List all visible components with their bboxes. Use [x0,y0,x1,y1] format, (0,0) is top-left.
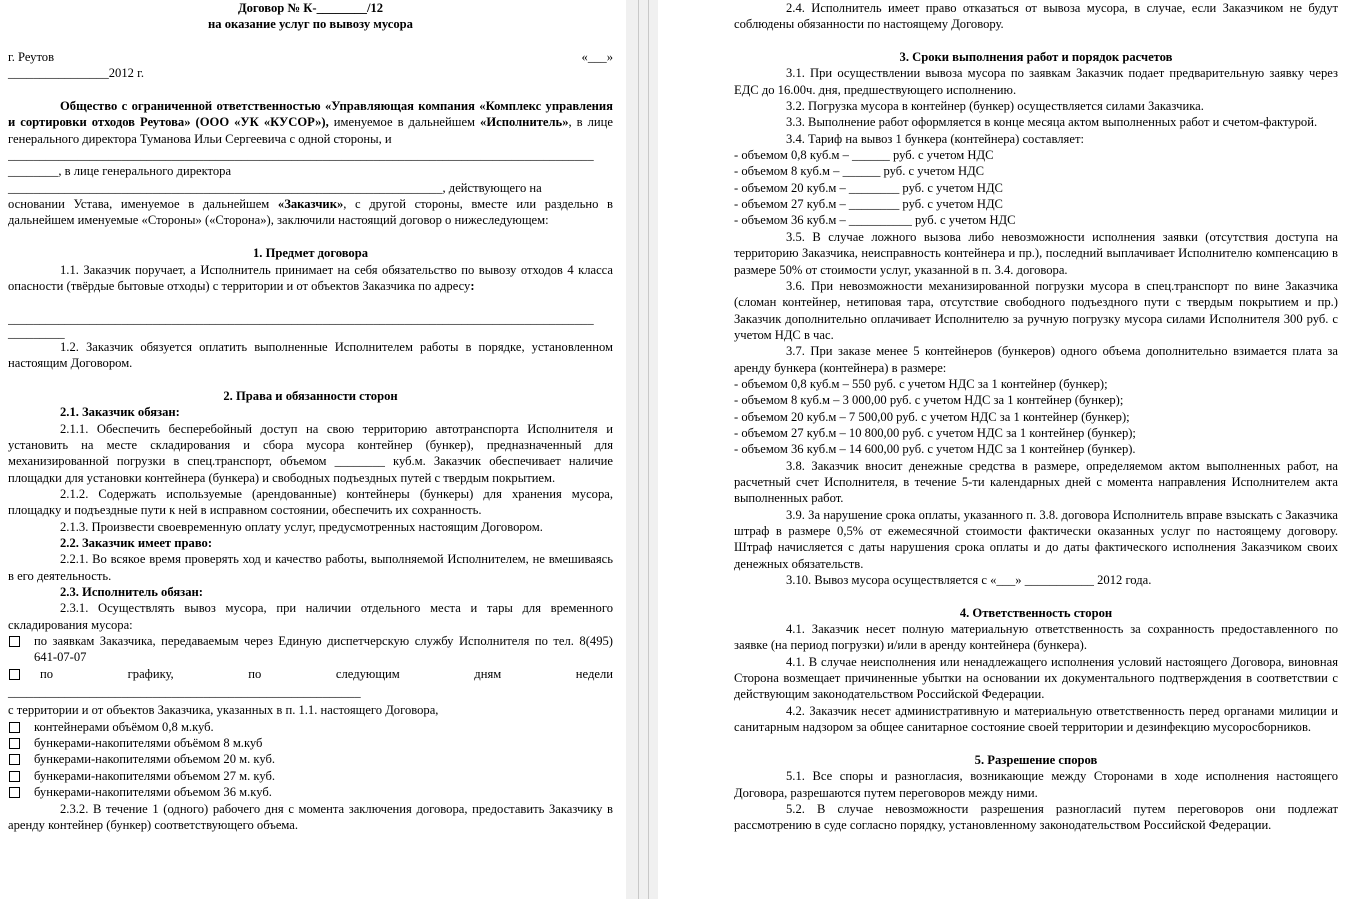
clause-2-1-2: 2.1.2. Содержать используемые (арендованные) контейнеры (бункеры) для хранения мусора, площадку и подъездные пути к ней в исправном состоянии, обеспечить их сохранность. [8,486,613,518]
option-schedule-label: по графику, по следующим дням недели [40,666,613,681]
checkbox-icon[interactable] [9,771,20,782]
page-edge [638,0,639,899]
page-gutter [626,0,658,899]
clause-2-1-1: 2.1.1. Обеспечить бесперебойный доступ на свою территорию автотранспорта Исполнителя и установить на месте складирования и сбора мусора контейнер (бункер), предназначенный для механизированной погрузки в спец.транспорт, объемом ________ куб.м. Заказчик обеспечивает наличие площадки для установки контейнера (бункера) и свободных подъездных путей с твердым покрытием. [8,421,613,485]
section-3-title: 3. Сроки выполнения работ и порядок расчетов [899,50,1173,65]
director-line: ________, в лице генерального директора [8,164,232,179]
clause-2-2-1: 2.2.1. Во всякое время проверять ход и качество работы, выполняемой Исполнителем, не вмешиваясь в его деятельность. [8,552,613,583]
clause-3-7: 3.7. При заказе менее 5 контейнеров (бункеров) одного объема дополнительно взимается плата за аренду бункера (контейнера) в размере: [734,344,1338,375]
clause-2-2-title: 2.2. Заказчик имеет право: [60,536,213,550]
blank-line: _____________________________________________________________________________________________ [8,148,594,163]
basis-text-1: основании Устава, именуемое в дальнейшем [8,197,278,212]
clause-5-1: 5.1. Все споры и разногласия, возникающие между Сторонами в ходе исполнения настоящего Договора, разрешаются путем переговоров между ними. [734,769,1338,800]
basis-line: _____________________________________________________________________, действующего на [8,180,542,195]
section-2-title: 2. Права и обязанности сторон [223,388,398,403]
clause-4-2: 4.2. Заказчик несет административную и материальную ответственность перед органами милиции и санитарным надзором за общее санитарное состояние своей территории и дезинфекцию мусоросборников. [734,703,1338,735]
rent-0-8: - объемом 0,8 куб.м – 550 руб. с учетом НДС за 1 контейнер (бункер); [734,376,1108,391]
checkbox-icon[interactable] [9,669,20,680]
city: г. Реутов [8,50,55,65]
container-8-label: бункерами-накопителями объёмом 8 м.куб [34,736,263,751]
clause-1-1-colon: : [470,278,475,293]
section-5-title: 5. Разрешение споров [974,752,1098,767]
clause-2-3-title: 2.3. Исполнитель обязан: [60,585,203,600]
basis-text-2: , с другой стороны, вместе или раздельно в дальнейшем именуемые «Стороны» («Сторона»), заключили настоящий договор о нижеследующем: [8,197,613,228]
checkbox-icon[interactable] [9,636,20,647]
document-page-left [0,0,626,899]
clause-3-3: 3.3. Выполнение работ оформляется в конце месяца актом выполненных работ и счетом-фактурой. [786,115,1318,130]
clause-3-1: 3.1. При осуществлении вывоза мусора по заявкам Заказчик подает предварительную заявку через ЕДС до 16.00ч. дня, предшествующего исполнению. [734,66,1338,97]
container-20[interactable] [8,751,613,767]
container-0-8-label: контейнерами объёмом 0,8 м.куб. [34,719,214,734]
clause-3-10: 3.10. Вывоз мусора осуществляется с «___» ___________ 2012 года. [786,573,1152,588]
clause-4-1-b: 4.1. В случае неисполнения или ненадлежащего исполнения условий настоящего Договора, виновная Сторона возмещает причиненные убытки на основании их документального подтверждения в соответствии с действующим законодательством Российской Федерации. [734,654,1338,702]
section-1-title: 1. Предмет договора [252,246,369,261]
tariff-36: - объемом 36 куб.м – __________ руб. с учетом НДС [734,213,1016,228]
clause-1-1-text: 1.1. Заказчик поручает, а Исполнитель принимает на себя обязательство по вывозу отходов 4 класса опасности (твёрдые бытовые отходы) с территории и от объектов Заказчика по адресу [8,262,613,293]
page-edge [648,0,649,899]
clause-2-3-1: 2.3.1. Осуществлять вывоз мусора, при наличии отдельного места и тары для временного складирования мусора: [8,601,613,632]
clause-5-2: 5.2. В случае невозможности разрешения разногласий путем переговоров они подлежат рассмотрению в суде согласно порядку, установленному законодательством Российской Федерации. [734,801,1338,833]
address-line: _____________________________________________________________________________________________ [8,311,594,326]
clause-3-6: 3.6. При невозможности механизированной погрузки мусора в спец.транспорт по вине Заказчика (сломан контейнер, нетиповая тара, отсутствие свободного подъездного пути с твердым покрытием и пр.) Заказчик дополнительно оплачивает Исполнителю за ручную погрузку мусора силами Исполнителя 300 руб. с учетом НДС в час. [734,278,1338,342]
clause-4-1-a: 4.1. Заказчик несет полную материальную ответственность за сохранность предоставленного по заявке (на период погрузки) и/или в аренду контейнера (бункера). [734,622,1338,653]
container-27[interactable] [8,768,613,784]
clause-2-4: 2.4. Исполнитель имеет право отказаться от вывоза мусора, в случае, если Заказчиком не будут соблюдены обязанности по настоящему Договору. [734,1,1338,32]
preamble-text: именуемое в дальнейшем [328,115,481,130]
container-36[interactable] [8,784,613,800]
clause-2-3-2: 2.3.2. В течение 1 (одного) рабочего дня с момента заключения договора, предоставить Заказчику в аренду контейнер (бункер) соответствующего объема. [8,801,613,832]
clause-3-9: 3.9. За нарушение срока оплаты, указанного п. 3.8. договора Исполнитель вправе взыскать с Заказчика штраф в размере 0,5% от ежемесячной стоимости фактически оказанных услуг по настоящему договору. Штраф начисляется с даты нарушения срока оплаты и до даты фактического исполнения Заказчиком своих денежных обязательств. [734,507,1338,571]
checkbox-icon[interactable] [9,754,20,765]
option-requests[interactable] [8,633,613,666]
checkbox-icon[interactable] [9,738,20,749]
rent-36: - объемом 36 куб.м – 14 600,00 руб. с учетом НДС за 1 контейнер (бункер). [734,442,1136,457]
executor-term: «Исполнитель» [480,115,569,130]
preamble-director: , в лице генерального директора Туманова Ильи Сергеевича с одной стороны, и [8,115,613,146]
clause-3-4: 3.4. Тариф на вывоз 1 бункера (контейнера) составляет: [786,131,1084,146]
checkbox-icon[interactable] [9,722,20,733]
contract-subtitle: на оказание услуг по вывозу мусора [208,17,413,32]
checkbox-icon[interactable] [9,787,20,798]
city-date-row [8,49,613,65]
document-page-right [658,0,1349,899]
rent-20: - объемом 20 куб.м – 7 500,00 руб. с учетом НДС за 1 контейнер (бункер); [734,409,1130,424]
territory-text: с территории и от объектов Заказчика, указанных в п. 1.1. настоящего Договора, [8,703,439,718]
clause-3-8: 3.8. Заказчик вносит денежные средства в размере, определяемом актом выполненных работ, на расчетный счет Исполнителя, в течение 5-ти календарных дней с момента направления Исполнителем акта выполненных работ. [734,458,1338,506]
schedule-line: ________________________________________________________ [8,685,361,700]
rent-8: - объемом 8 куб.м – 3 000,00 руб. с учетом НДС за 1 контейнер (бункер); [734,393,1124,408]
company-name: Общество с ограниченной ответственностью «Управляющая компания «Комплекс управления и сортировки отходов Реутова» (ООО «УК «КУСОР»), [8,99,613,130]
clause-3-5: 3.5. В случае ложного вызова либо невозможности исполнения заявки (отсутствия доступа на территорию Заказчика, неисправность контейнера и пр.), последний выплачивает Исполнителю компенсацию в размере 50% от стоимости услуг, указанной в п. 3.4. договора. [734,229,1338,277]
container-0-8[interactable] [8,719,613,735]
basis-text [8,196,613,229]
container-20-label: бункерами-накопителями объемом 20 м. куб. [34,752,276,767]
section-4-title: 4. Ответственность сторон [959,605,1113,620]
clause-1-1 [8,262,613,295]
contract-title: Договор № К-________/12 [237,1,384,15]
tariff-0-8: - объемом 0,8 куб.м – ______ руб. с учетом НДС [734,148,994,163]
tariff-8: - объемом 8 куб.м – ______ руб. с учетом НДС [734,164,985,179]
tariff-20: - объемом 20 куб.м – ________ руб. с учетом НДС [734,180,1003,195]
clause-3-2: 3.2. Погрузка мусора в контейнер (бункер) осуществляется силами Заказчика. [786,99,1204,114]
clause-2-1-title: 2.1. Заказчик обязан: [60,405,180,420]
option-schedule[interactable] [8,666,613,682]
rent-27: - объемом 27 куб.м – 10 800,00 руб. с учетом НДС за 1 контейнер (бункер); [734,425,1136,440]
container-8[interactable] [8,735,613,751]
clause-2-1-3: 2.1.3. Произвести своевременную оплату услуг, предусмотренных настоящим Договором. [60,519,543,534]
customer-term: «Заказчик» [277,197,344,212]
clause-1-2: 1.2. Заказчик обязуется оплатить выполненные Исполнителем работы в порядке, установленном настоящим Договором. [8,339,613,371]
date-year: ________________2012 г. [8,66,144,81]
tariff-27: - объемом 27 куб.м – ________ руб. с учетом НДС [734,197,1003,212]
option-requests-label: по заявкам Заказчика, передаваемым через Единую диспетчерскую службу Исполнителя по тел. 8(495) 641-07-07 [34,634,613,665]
date-day: «___» [581,50,613,65]
address-short-line: _________ [8,325,65,340]
container-27-label: бункерами-накопителями объемом 27 м. куб. [34,768,276,783]
container-36-label: бункерами-накопителями объемом 36 м.куб. [34,785,272,800]
preamble [8,98,613,147]
